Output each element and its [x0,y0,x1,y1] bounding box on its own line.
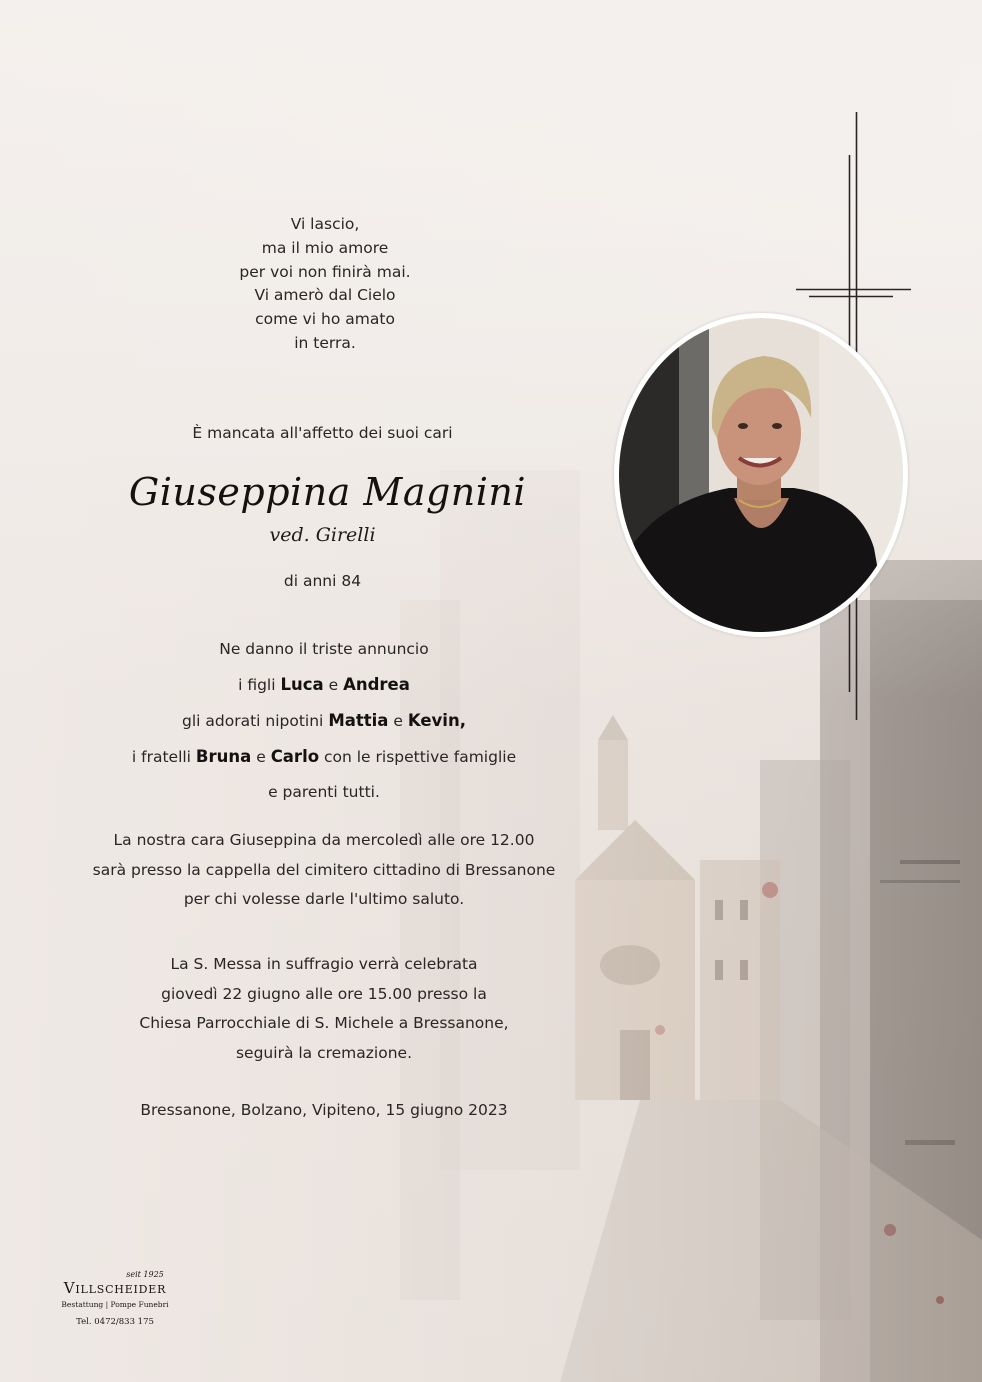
mass-line: La S. Messa in suffragio verrà celebrata [170,955,478,973]
text: i fratelli [131,748,191,766]
poem-line: per voi non finirà mai. [239,262,411,281]
sibling-name: Carlo [270,747,320,766]
poem-line: ma il mio amore [261,238,389,257]
intro-text: È mancata all'affetto dei suoi cari [192,424,453,442]
place-date: Bressanone, Bolzano, Vipiteno, 15 giugno 2023 [140,1101,508,1119]
child-name: Andrea [343,675,410,694]
logo-phone: Tel. 0472/833 175 [76,1317,154,1327]
mass-line: giovedì 22 giugno alle ore 15.00 presso la [161,984,487,1003]
grandchild-name: Kevin, [407,711,466,730]
mass-info [60,950,588,1068]
grandchild-name: Mattia [328,711,389,730]
poem-line: Vi amerò dal Cielo [254,286,396,305]
deceased-name: Giuseppina Magnini [128,470,527,514]
text: e [256,748,266,766]
text: gli adorati nipotini [182,712,324,730]
announcement [80,632,568,810]
poem [150,213,500,356]
age: di anni 84 [283,572,362,590]
portrait-photo [619,318,903,632]
sibling-name: Bruna [195,747,252,766]
viewing-line: La nostra cara Giuseppina da mercoledì alle ore 12.00 [113,831,535,849]
logo-since: seit 1925 [126,1270,164,1279]
text: con le rispettive famiglie [324,748,517,766]
child-name: Luca [280,675,324,694]
announcement-line: Ne danno il triste annuncio [219,640,429,658]
text: i figli [238,676,276,694]
funeral-home-logo [40,1270,190,1329]
poem-line: Vi lascio, [290,215,360,233]
portrait-frame [614,313,908,637]
poem-line: come vi ho amato [255,310,395,329]
mass-line: seguirà la cremazione. [235,1043,412,1062]
announcement-children [80,667,568,703]
widow-of: ved. Girelli [269,524,376,546]
viewing-info [60,826,588,915]
viewing-line: sarà presso la cappella del cimitero cittadino di Bressanone [92,860,556,879]
mass-line: Chiesa Parrocchiale di S. Michele a Bressanone, [139,1014,509,1032]
announcement-grandchildren [80,703,568,739]
text: e [328,676,339,694]
logo-name: Villscheider [63,1279,167,1297]
poem-line: in terra. [294,333,356,352]
viewing-line: per chi volesse darle l'ultimo saluto. [183,890,465,908]
announcement-line: e parenti tutti. [268,783,380,801]
text: e [393,712,403,730]
announcement-siblings [80,739,568,775]
logo-subtitle: Bestattung | Pompe Funebri [61,1300,169,1309]
